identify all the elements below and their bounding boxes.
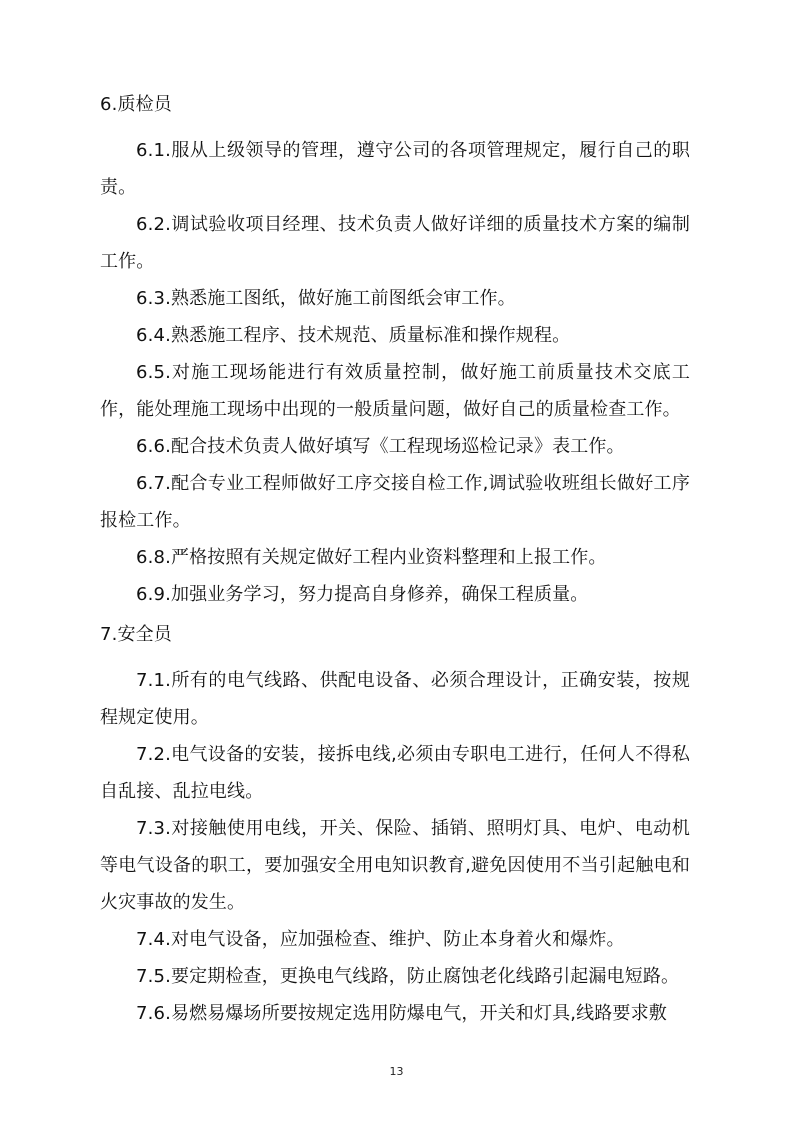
section-body: [100, 132, 690, 613]
section-safety-officer: [100, 616, 690, 1032]
list-item: 7.4.对电气设备，应加强检查、维护、防止本身着火和爆炸。: [136, 929, 625, 950]
list-item: 6.5.对施工现场能进行有效质量控制，做好施工前质量技术交底工作，能处理施工现场中出现的一般质量问题，做好自己的质量检查工作。: [100, 362, 690, 420]
list-item: 7.3.对接触使用电线，开关、保险、插销、照明灯具、电炉、电动机等电气设备的职工，要加强安全用电知识教育,避免因使用不当引起触电和火灾事故的发生。: [100, 818, 690, 913]
list-item: 6.2.调试验收项目经理、技术负责人做好详细的质量技术方案的编制工作。: [100, 214, 690, 272]
list-item: 7.2.电气设备的安装，接拆电线,必须由专职电工进行，任何人不得私自乱接、乱拉电线。: [100, 744, 690, 802]
list-item: 6.7.配合专业工程师做好工序交接自检工作,调试验收班组长做好工序报检工作。: [100, 473, 690, 531]
list-item: 6.1.服从上级领导的管理，遵守公司的各项管理规定，履行自己的职责。: [100, 140, 690, 198]
list-item: 6.4.熟悉施工程序、技术规范、质量标准和操作规程。: [136, 325, 571, 346]
list-item: 7.6.易燃易爆场所要按规定选用防爆电气，开关和灯具,线路要求敷: [136, 1003, 667, 1024]
section-body: [100, 662, 690, 1032]
list-item: 7.5.要定期检查，更换电气线路，防止腐蚀老化线路引起漏电短路。: [136, 966, 680, 987]
list-item: 6.8.严格按照有关规定做好工程内业资料整理和上报工作。: [136, 547, 607, 568]
list-item: 7.1.所有的电气线路、供配电设备、必须合理设计，正确安装，按规程规定使用。: [100, 670, 690, 728]
list-item: 6.3.熟悉施工图纸，做好施工前图纸会审工作。: [136, 288, 516, 309]
section-heading: 7.安全员: [100, 624, 172, 645]
section-quality-inspector: [100, 86, 690, 613]
page-content: [100, 86, 690, 1032]
section-heading: 6.质检员: [100, 94, 172, 115]
list-item: 6.9.加强业务学习，努力提高自身修养，确保工程质量。: [136, 584, 589, 605]
list-item: 6.6.配合技术负责人做好填写《工程现场巡检记录》表工作。: [136, 436, 625, 457]
page-number: 13: [389, 1065, 404, 1078]
